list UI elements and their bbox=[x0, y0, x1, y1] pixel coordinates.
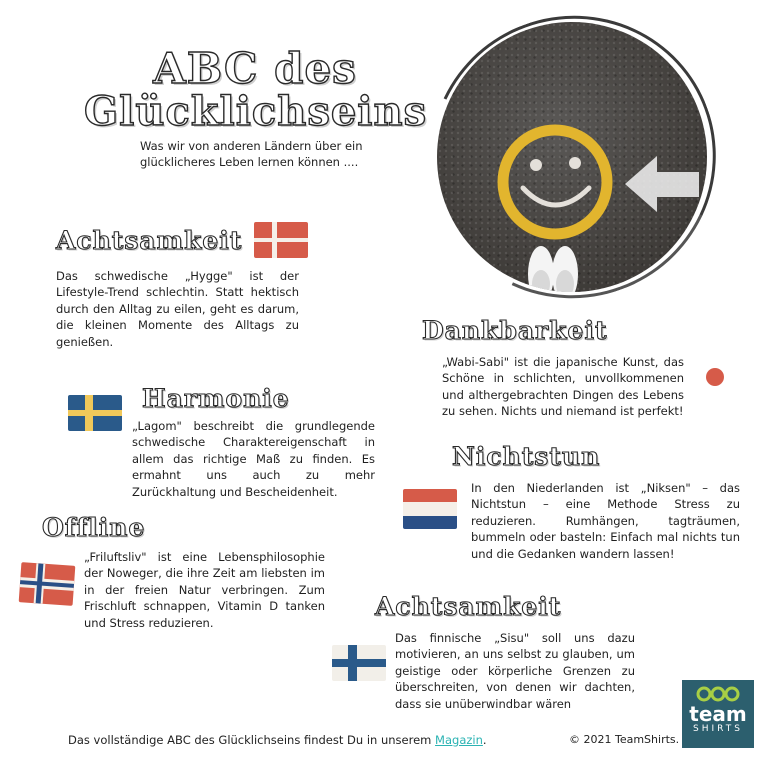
flag-japan-icon bbox=[706, 368, 724, 386]
subtitle: Was wir von anderen Ländern über ein glücklicheres Leben lernen können .... bbox=[140, 139, 363, 169]
footer-lead: Das vollständige ABC des Glücklichseins findest Du in unserem bbox=[68, 733, 436, 747]
text-hygge: Das schwedische „Hygge" ist der Lifestyle-Trend schlechtin. Statt hektisch durch den Alltag zu eilen, geht es darum, die kleinen Momente des Alltags zu genießen. bbox=[56, 269, 299, 349]
heading-achtsamkeit-2: Achtsamkeit bbox=[375, 592, 562, 621]
copyright: © 2021 TeamShirts. bbox=[569, 733, 680, 746]
footer-text bbox=[68, 733, 487, 747]
text-sisu: Das finnische „Sisu" soll uns dazu motivieren, an uns selbst zu glauben, um geistige oder körperliche Grenzen zu überschreiten, von denen wir dachten, dass sie unüberwindbar wären bbox=[395, 631, 635, 711]
heading-offline: Offline bbox=[42, 513, 146, 542]
title-line-1: ABC des bbox=[153, 44, 357, 93]
heading-harmonie: Harmonie bbox=[142, 384, 290, 413]
flag-norway-icon bbox=[19, 562, 76, 606]
flag-sweden-icon bbox=[68, 395, 122, 431]
smiley-street-photo bbox=[437, 22, 707, 292]
text-wabi-sabi: „Wabi-Sabi" ist die japanische Kunst, das Schöne in schlichten, unvollkommenen und althergebrachten Dingen des Lebens zu sehen. Nichts und niemand ist perfekt! bbox=[442, 355, 684, 419]
logo-rings-icon bbox=[696, 686, 740, 702]
text-lagom: „Lagom" beschreibt die grundlegende schwedische Charaktereigenschaft in allem das richtige Maß zu finden. Es ermahnt uns auch zu mehr Zurückhaltung und Bescheidenheit. bbox=[132, 419, 375, 499]
teamshirts-logo bbox=[682, 680, 754, 748]
heading-achtsamkeit: Achtsamkeit bbox=[56, 226, 243, 255]
text-friluftsliv: „Friluftsliv" ist eine Lebensphilosophie der Noweger, die ihre Zeit am liebsten im in der freien Natur verbringen. Zum Frischluft schnappen, Vitamin D tanken und Stress reduzieren. bbox=[84, 550, 325, 630]
magazin-link[interactable]: Magazin bbox=[435, 733, 483, 747]
footer-end: . bbox=[482, 733, 487, 747]
heading-nichtstun: Nichtstun bbox=[452, 442, 601, 471]
title-line-2: Glücklichseins bbox=[84, 88, 428, 135]
logo-word: team bbox=[689, 702, 747, 726]
heading-dankbarkeit: Dankbarkeit bbox=[422, 316, 608, 345]
flag-denmark-icon bbox=[254, 222, 308, 258]
text-niksen: In den Niederlanden ist „Niksen" – das Nichtstun – eine Methode Stress zu reduzieren. Rumhängen, tagträumen, bummeln oder basteln: Einfach mal nichts tun und die Gedanken wandern lassen! bbox=[471, 481, 740, 561]
flag-finland-icon bbox=[332, 645, 386, 681]
flag-netherlands-icon bbox=[403, 489, 457, 529]
logo-sub: SHIRTS bbox=[693, 724, 743, 734]
